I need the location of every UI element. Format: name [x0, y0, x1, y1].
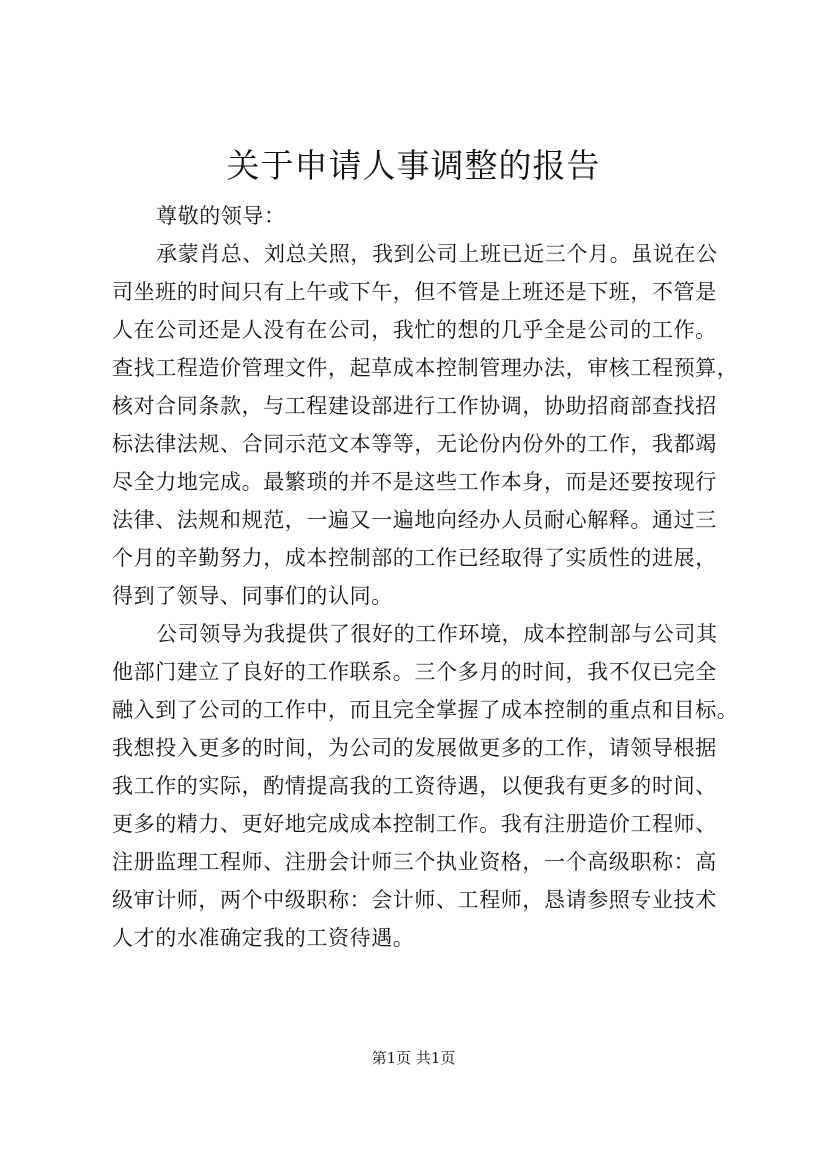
paragraph-1-line-8: 法律、法规和规范，一遍又一遍地向经办人员耐心解释。通过三: [112, 508, 717, 532]
page-number-footer: 第1页 共1页: [371, 1049, 456, 1067]
paragraph-1-line-3: 人在公司还是人没有在公司，我忙的想的几乎全是公司的工作。: [112, 318, 717, 342]
paragraph-1-line-10: 得到了领导、同事们的认同。: [112, 584, 393, 608]
document-body: [112, 197, 739, 957]
paragraph-2-line-6: 更多的精力、更好地完成成本控制工作。我有注册造价工程师、: [112, 812, 717, 836]
paragraph-2-line-7: 注册监理工程师、注册会计师三个执业资格，一个高级职称：高: [112, 850, 717, 874]
paragraph-2-line-5: 我工作的实际，酌情提高我的工资待遇，以便我有更多的时间、: [112, 774, 717, 798]
paragraph-1-line-1: 承蒙肖总、刘总关照，我到公司上班已近三个月。虽说在公: [156, 242, 718, 266]
paragraph-2-line-4: 我想投入更多的时间，为公司的发展做更多的工作，请领导根据: [112, 736, 717, 760]
paragraph-2-line-3: 融入到了公司的工作中，而且完全掌握了成本控制的重点和目标。: [112, 698, 739, 722]
paragraph-1-line-7: 尽全力地完成。最繁琐的并不是这些工作本身，而是还要按现行: [112, 470, 717, 494]
document-title: 关于申请人事调整的报告: [226, 146, 601, 185]
paragraph-1-line-6: 标法律法规、合同示范文本等等，无论份内份外的工作，我都竭: [112, 432, 717, 456]
paragraph-2-line-8: 级审计师，两个中级职称：会计师、工程师，恳请参照专业技术: [112, 888, 717, 912]
paragraph-2-line-1: 公司领导为我提供了很好的工作环境，成本控制部与公司其: [156, 622, 718, 646]
paragraph-1-line-5: 核对合同条款，与工程建设部进行工作协调，协助招商部查找招: [112, 394, 717, 418]
paragraph-1-line-9: 个月的辛勤努力，成本控制部的工作已经取得了实质性的进展，: [112, 546, 717, 570]
paragraph-2-line-2: 他部门建立了良好的工作联系。三个多月的时间，我不仅已完全: [112, 660, 717, 684]
paragraph-1-line-4: 查找工程造价管理文件，起草成本控制管理办法，审核工程预算，: [112, 356, 739, 380]
salutation: 尊敬的领导：: [156, 204, 286, 228]
paragraph-1-line-2: 司坐班的时间只有上午或下午，但不管是上班还是下班，不管是: [112, 280, 717, 304]
paragraph-2-line-9: 人才的水准确定我的工资待遇。: [112, 926, 415, 950]
